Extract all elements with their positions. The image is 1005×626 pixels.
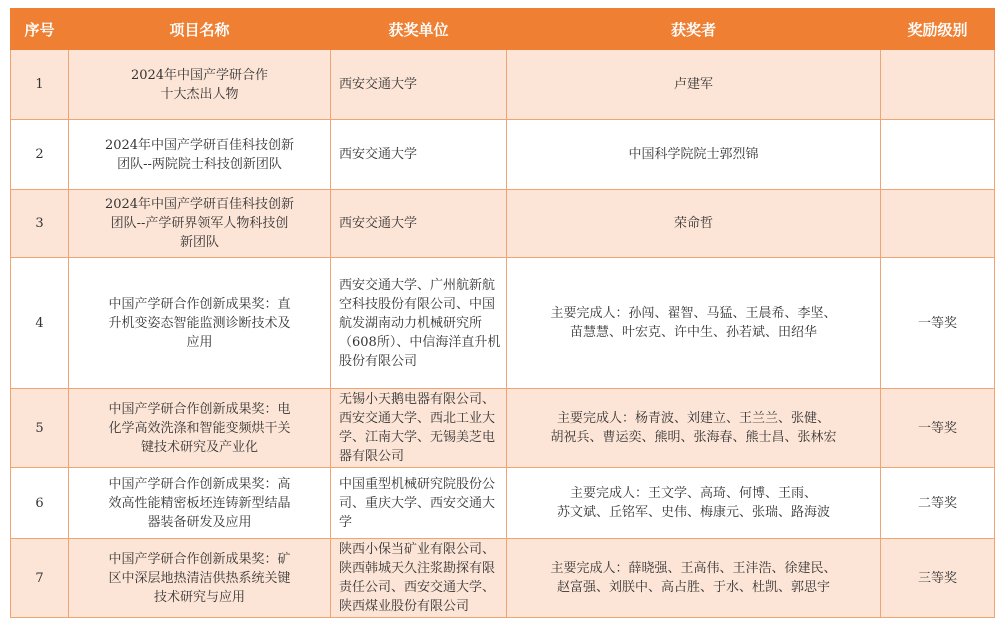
project-name-line: 十大杰出人物 [160,86,239,102]
project-name-line: 效高性能精密板坯连铸新型结晶 [108,495,291,511]
serial-number-cell: 5 [11,389,69,468]
project-name-line: 团队--产学研界领军人物科技创 [110,216,289,231]
organization-line: 股份有限公司 [339,353,418,369]
table-row [11,389,995,468]
project-name-line: 化学高效洗涤和智能变频烘干关 [108,420,291,436]
project-name-line: 区中深层地热清洁供热系统关键 [108,570,291,586]
award-organization-cell [331,258,507,389]
serial-number-cell: 2 [11,120,69,190]
organization-line: 陕西小保当矿业有限公司、 [339,542,496,557]
organization-line: 空科技股份有限公司、中国 [339,296,496,312]
project-name-line: 团队--两院院士科技创新团队 [117,156,282,172]
award-organization-cell [331,468,507,539]
project-name-line: 中国产学研合作创新成果奖：矿 [108,551,291,567]
project-name-cell [69,468,331,539]
project-name-cell [69,50,331,120]
project-name-cell [69,389,331,468]
table-body [11,50,995,618]
project-name-line: 2024年中国产学研合作 [130,67,269,83]
header-award-organization: 获奖单位 [331,9,507,50]
project-name-line: 2024年中国产学研百佳科技创新 [104,197,295,212]
organization-line: 陕西煤业股份有限公司 [339,599,470,614]
organization-line: 航发湖南动力机械研究所 [339,315,483,331]
project-name-line: 器装备研发及应用 [147,514,252,530]
project-name-line: 2024年中国产学研百佳科技创新 [104,137,295,153]
award-level-cell: 三等奖 [881,539,995,618]
organization-line: 西安交通大学 [339,147,418,162]
organization-line: 西安交通大学 [339,216,418,231]
project-name-line: 中国产学研合作创新成果奖：电 [108,401,291,417]
award-level-cell [881,50,995,120]
winners-line: 赵富强、刘朕中、高占胜、于水、杜凯、郭思宇 [556,580,830,595]
organization-line: 器有限公司 [339,449,405,464]
organization-line: 学、江南大学、无锡美芝电 [339,430,496,445]
organization-line: 西安交通大学、西北工业大 [339,411,496,426]
project-name-cell [69,258,331,389]
awards-table [10,8,995,618]
winners-line: 主要完成人：王文学、高琦、何博、王雨、 [569,486,817,501]
winners-cell [507,258,881,389]
award-level-cell: 一等奖 [881,389,995,468]
header-project-name: 项目名称 [69,9,331,50]
winners-line: 主要完成人：孙闯、翟智、马猛、王晨希、李坚、 [550,306,837,321]
organization-line: 无锡小天鹅电器有限公司、 [339,392,496,407]
project-name-cell [69,190,331,258]
winners-cell [507,539,881,618]
project-name-cell [69,120,331,190]
header-winners: 获奖者 [507,9,881,50]
organization-line: 责任公司、西安交通大学、 [339,580,496,595]
organization-line: （608所）、中信海洋直升机 [339,334,501,350]
table-row [11,539,995,618]
winners-line: 卢建军 [673,77,713,92]
organization-line: 西安交通大学、广州航新航 [339,277,496,293]
table-row [11,258,995,389]
table-row [11,120,995,190]
winners-line: 中国科学院院士郭烈锦 [628,147,759,162]
organization-line: 陕西韩城天久注浆勘探有限 [339,561,496,576]
winners-cell [507,50,881,120]
serial-number-cell: 7 [11,539,69,618]
winners-line: 苏文斌、丘铭军、史伟、梅康元、张瑞、路海波 [556,505,830,520]
project-name-line: 技术研究与应用 [153,589,245,605]
serial-number-cell: 4 [11,258,69,389]
project-name-line: 中国产学研合作创新成果奖：高 [108,476,291,492]
awards-table-wrapper [10,8,994,618]
table-header-row [11,9,995,50]
winners-line: 苗慧慧、叶宏克、许中生、孙若斌、田绍华 [569,325,817,340]
winners-cell [507,190,881,258]
organization-line: 司、重庆大学、西安交通大 [339,495,496,511]
award-level-cell: 二等奖 [881,468,995,539]
project-name-line: 中国产学研合作创新成果奖：直 [108,296,291,312]
award-organization-cell [331,50,507,120]
organization-line: 学 [339,514,353,530]
header-serial-number: 序号 [11,9,69,50]
award-organization-cell [331,539,507,618]
award-organization-cell [331,389,507,468]
winners-cell [507,468,881,539]
header-award-level: 奖励级别 [881,9,995,50]
award-level-cell: 一等奖 [881,258,995,389]
winners-line: 胡祝兵、曹运奕、熊明、张海春、熊士昌、张林宏 [550,430,837,445]
serial-number-cell: 1 [11,50,69,120]
table-row [11,190,995,258]
winners-cell [507,389,881,468]
organization-line: 中国重型机械研究院股份公 [339,476,496,492]
award-level-cell [881,120,995,190]
serial-number-cell: 3 [11,190,69,258]
winners-line: 荣命哲 [673,216,713,231]
winners-line: 主要完成人：杨青波、刘建立、王兰兰、张健、 [556,411,830,426]
project-name-line: 新团队 [179,235,219,250]
award-level-cell [881,190,995,258]
winners-cell [507,120,881,190]
project-name-line: 应用 [186,334,213,350]
table-row [11,50,995,120]
serial-number-cell: 6 [11,468,69,539]
award-organization-cell [331,120,507,190]
award-organization-cell [331,190,507,258]
project-name-line: 升机变姿态智能监测诊断技术及 [108,315,291,331]
project-name-cell [69,539,331,618]
organization-line: 西安交通大学 [339,77,418,92]
winners-line: 主要完成人：薛晓强、王高伟、王沣浩、徐建民、 [550,561,837,576]
table-row [11,468,995,539]
project-name-line: 键技术研究及产业化 [140,439,258,455]
